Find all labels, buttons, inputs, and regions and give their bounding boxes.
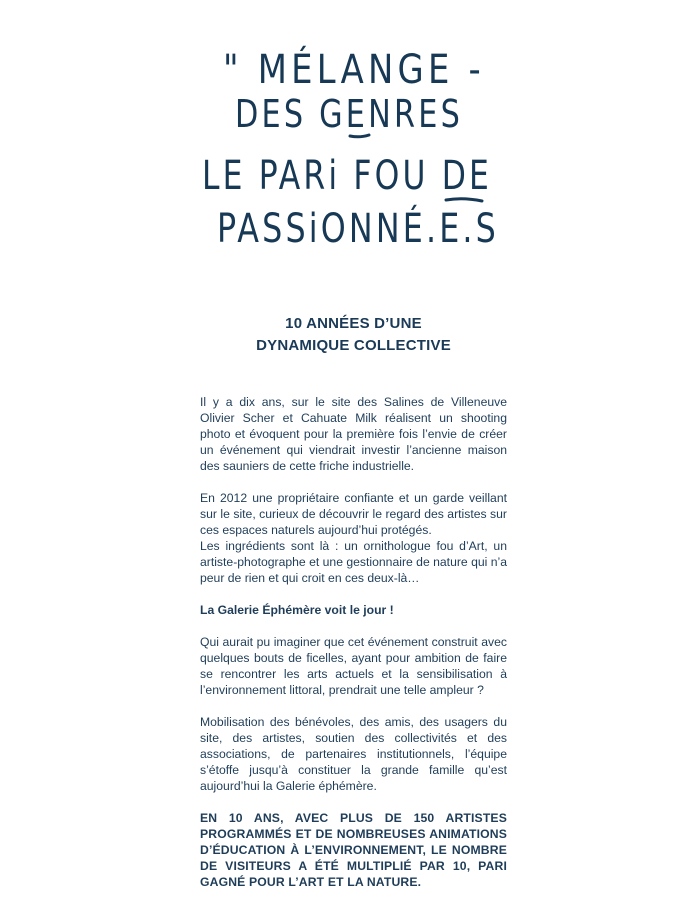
- paragraph-ambition: Qui aurait pu imaginer que cet événement construit avec quelques bouts de ficelles, ayant pour ambition de faire se rencontrer les arts actuels et la sensibilisation à l’environnement littoral, prendrait une telle ampleur ?: [200, 635, 507, 697]
- heading-line-1: 10 ANNÉES D’UNE: [285, 315, 422, 332]
- title-line-3: LE PARi FOU DE: [202, 153, 492, 199]
- hand-lettered-title-art: [195, 40, 573, 260]
- title-line-2: DES GENRES: [235, 92, 463, 136]
- title-line-1: " MÉLANGE -: [223, 47, 533, 93]
- underline-stroke-small: [350, 135, 369, 137]
- article-body: [200, 394, 507, 890]
- paragraph-ingredients: Les ingrédients sont là : un ornithologue fou d’Art, un artiste-photographe et une gestionnaire de nature qui n’a peur de rien et qui croit en ces deux-là…: [200, 539, 507, 585]
- underline-stroke: [446, 199, 482, 201]
- title-line-4: PASSiONNÉ.E.S: [217, 206, 573, 252]
- paragraph-origin: Il y a dix ans, sur le site des Salines de Villeneuve Olivier Scher et Cahuate Milk réalisent un shooting photo et évoquent pour la première fois l’envie de créer un événement qui viendrait investir l’ancienne maison des sauniers de cette friche industrielle.: [200, 395, 507, 473]
- paragraph-mobilisation: Mobilisation des bénévoles, des amis, des usagers du site, des artistes, soutien des collectivités et des associations, de partenaires institutionnels, l’équipe s’étoffe jusqu’à constituer la grande famille qu’est aujourd’hui la Galerie éphémère.: [200, 715, 507, 793]
- article: [200, 313, 507, 906]
- section-heading: [200, 313, 507, 357]
- paragraph-summary: EN 10 ANS, AVEC PLUS DE 150 ARTISTES PROGRAMMÉS ET DE NOMBREUSES ANIMATIONS D’ÉDUCATION À L’ENVIRONNEMENT, LE NOMBRE DE VISITEURS A ÉTÉ MULTIPLIÉ PAR 10, PARI GAGNÉ POUR L’ART ET LA NATURE.: [200, 811, 507, 889]
- heading-line-2: DYNAMIQUE COLLECTIVE: [256, 337, 451, 354]
- paragraph-2012: En 2012 une propriétaire confiante et un garde veillant sur le site, curieux de découvrir le regard des artistes sur ces espaces naturels aujourd’hui protégés.: [200, 491, 507, 537]
- hand-lettered-title: [195, 40, 573, 260]
- paragraph-galerie-title: La Galerie Éphémère voit le jour !: [200, 603, 394, 617]
